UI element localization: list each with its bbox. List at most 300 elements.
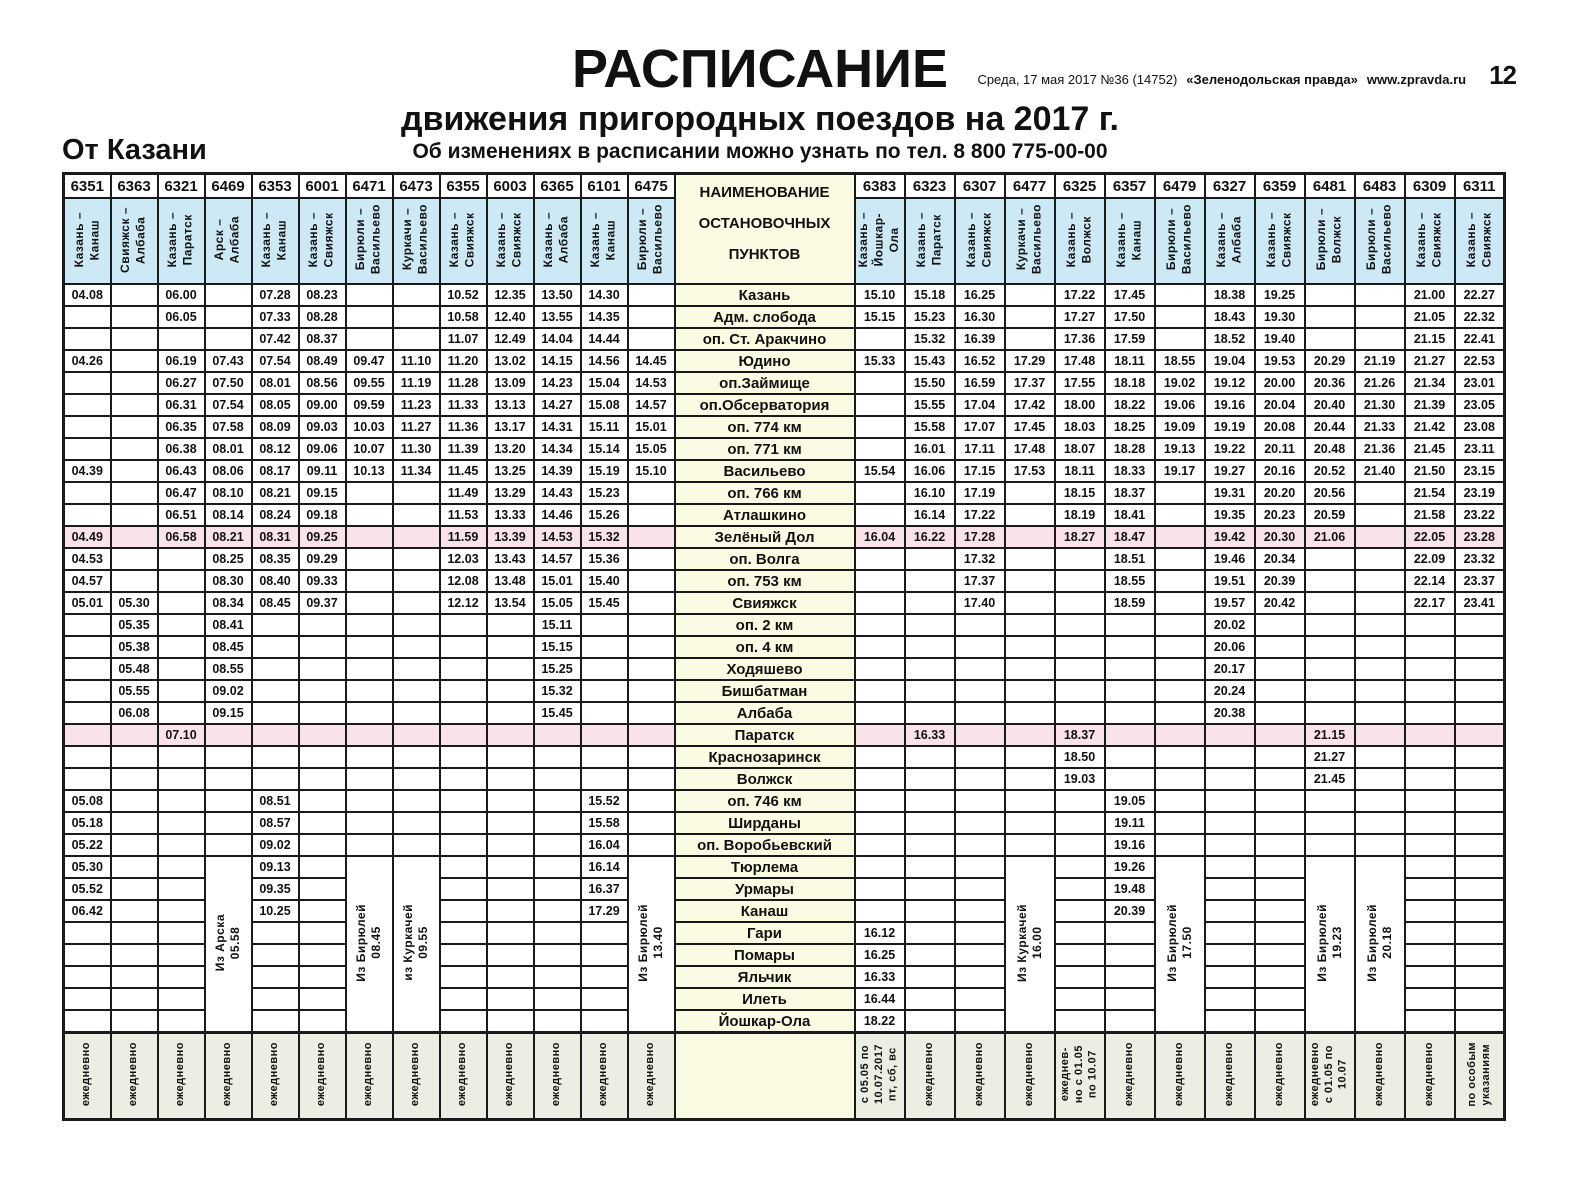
train-number: 6383 <box>855 174 905 199</box>
time-cell: 06.19 <box>158 350 205 372</box>
time-cell: 21.39 <box>1405 394 1455 416</box>
time-cell <box>299 944 346 966</box>
vertical-text <box>456 1042 470 1106</box>
time-cell <box>1155 526 1205 548</box>
time-cell: 20.59 <box>1305 504 1355 526</box>
time-cell <box>905 878 955 900</box>
time-cell: 17.48 <box>1055 350 1105 372</box>
time-cell <box>1405 636 1455 658</box>
time-cell: 09.13 <box>252 856 299 878</box>
time-cell: 15.15 <box>855 306 905 328</box>
time-cell <box>299 636 346 658</box>
time-cell: 16.10 <box>905 482 955 504</box>
time-cell <box>393 790 440 812</box>
time-cell: 08.34 <box>205 592 252 614</box>
time-cell: 19.48 <box>1105 878 1155 900</box>
train-route <box>581 198 628 284</box>
time-cell <box>111 416 158 438</box>
time-cell: 13.25 <box>487 460 534 482</box>
frequency <box>855 1033 905 1120</box>
station-name: Помары <box>675 944 855 966</box>
time-cell: 17.11 <box>955 438 1005 460</box>
time-cell: 21.15 <box>1405 328 1455 350</box>
time-cell: 21.34 <box>1405 372 1455 394</box>
newspaper-name: «Зеленодольская правда» <box>1186 72 1358 87</box>
time-cell <box>905 922 955 944</box>
time-cell <box>1255 878 1305 900</box>
time-cell: 05.22 <box>64 834 111 856</box>
time-cell <box>64 636 111 658</box>
time-cell: 17.36 <box>1055 328 1105 350</box>
time-cell: 04.53 <box>64 548 111 570</box>
time-cell <box>1305 790 1355 812</box>
time-cell <box>1105 636 1155 658</box>
train-number: 6475 <box>628 174 675 199</box>
time-cell <box>628 504 675 526</box>
time-cell <box>440 658 487 680</box>
vertical-text <box>409 1042 423 1106</box>
station-row <box>64 526 1505 548</box>
time-cell: 11.59 <box>440 526 487 548</box>
time-cell <box>1405 790 1455 812</box>
time-cell: 19.26 <box>1105 856 1155 878</box>
frequency <box>1155 1033 1205 1120</box>
frequency <box>1455 1033 1505 1120</box>
time-cell <box>158 614 205 636</box>
time-cell <box>205 812 252 834</box>
station-name: Зелёный Дол <box>675 526 855 548</box>
time-cell: 13.39 <box>487 526 534 548</box>
time-cell <box>252 944 299 966</box>
time-cell <box>1305 592 1355 614</box>
time-cell <box>534 834 581 856</box>
time-cell: 08.01 <box>205 438 252 460</box>
time-cell: 08.55 <box>205 658 252 680</box>
vertical-text <box>923 1042 937 1106</box>
time-cell: 08.45 <box>252 592 299 614</box>
time-cell: 17.45 <box>1105 284 1155 306</box>
time-cell: 14.53 <box>534 526 581 548</box>
train-number: 6469 <box>205 174 252 199</box>
time-cell <box>393 834 440 856</box>
time-cell <box>1355 724 1405 746</box>
time-cell: 14.31 <box>534 416 581 438</box>
time-cell <box>111 306 158 328</box>
time-cell <box>1205 834 1255 856</box>
time-cell: 15.58 <box>905 416 955 438</box>
time-cell <box>299 922 346 944</box>
time-cell <box>299 966 346 988</box>
time-cell <box>158 768 205 790</box>
time-cell: 08.51 <box>252 790 299 812</box>
time-cell <box>393 768 440 790</box>
time-cell: 11.19 <box>393 372 440 394</box>
time-cell <box>111 284 158 306</box>
time-cell <box>628 482 675 504</box>
time-cell: 05.52 <box>64 878 111 900</box>
time-cell: 17.59 <box>1105 328 1155 350</box>
time-cell: 20.40 <box>1305 394 1355 416</box>
time-cell <box>628 328 675 350</box>
time-cell: 06.51 <box>158 504 205 526</box>
time-cell: 20.00 <box>1255 372 1305 394</box>
time-cell: 11.10 <box>393 350 440 372</box>
time-cell <box>581 1010 628 1033</box>
time-cell <box>1105 746 1155 768</box>
time-cell: 07.50 <box>205 372 252 394</box>
time-cell <box>346 504 393 526</box>
time-cell <box>1005 614 1055 636</box>
train-number: 6479 <box>1155 174 1205 199</box>
time-cell: 15.55 <box>905 394 955 416</box>
station-name: Албаба <box>675 702 855 724</box>
time-cell <box>487 724 534 746</box>
time-cell: 23.15 <box>1455 460 1505 482</box>
time-cell: 18.27 <box>1055 526 1105 548</box>
time-cell <box>905 680 955 702</box>
time-cell: 19.09 <box>1155 416 1205 438</box>
time-cell <box>1455 988 1505 1010</box>
vertical-text <box>859 1044 900 1104</box>
time-cell <box>1005 284 1055 306</box>
time-cell <box>1355 790 1405 812</box>
route-line: Албаба <box>557 215 571 264</box>
time-cell <box>1355 504 1405 526</box>
time-cell <box>1405 614 1455 636</box>
station-name: Краснозаринск <box>675 746 855 768</box>
time-cell <box>1005 702 1055 724</box>
time-cell <box>855 504 905 526</box>
route-line: Волжск <box>1329 215 1344 264</box>
time-cell <box>855 790 905 812</box>
train-route <box>1305 198 1355 284</box>
vertical-text <box>80 1042 94 1106</box>
time-cell: 22.53 <box>1455 350 1505 372</box>
time-cell <box>1155 636 1205 658</box>
time-cell: 15.36 <box>581 548 628 570</box>
time-cell: 15.45 <box>581 592 628 614</box>
frequency-line: ежедневно <box>362 1042 375 1107</box>
time-cell <box>581 658 628 680</box>
time-cell <box>487 680 534 702</box>
time-cell: 21.06 <box>1305 526 1355 548</box>
time-cell: 19.53 <box>1255 350 1305 372</box>
time-cell <box>1005 834 1055 856</box>
time-cell <box>487 878 534 900</box>
frequency <box>905 1033 955 1120</box>
time-cell <box>1305 834 1355 856</box>
time-cell: 19.16 <box>1105 834 1155 856</box>
time-cell <box>1455 658 1505 680</box>
time-cell: 17.19 <box>955 482 1005 504</box>
frequency-line: 10.07.2017 <box>872 1044 885 1105</box>
time-cell <box>393 658 440 680</box>
train-number: 6471 <box>346 174 393 199</box>
frequency-line: ежедневно <box>972 1042 985 1107</box>
train-number: 6309 <box>1405 174 1455 199</box>
time-cell <box>1105 922 1155 944</box>
time-cell: 09.47 <box>346 350 393 372</box>
stations-header-line: ОСТАНОВОЧНЫХ <box>698 215 831 232</box>
route-line: Казань – <box>1063 211 1078 268</box>
time-cell <box>111 1010 158 1033</box>
time-cell: 06.08 <box>111 702 158 724</box>
station-row <box>64 350 1505 372</box>
time-cell <box>1355 680 1405 702</box>
train-route <box>628 198 675 284</box>
time-cell <box>111 790 158 812</box>
time-cell <box>299 768 346 790</box>
time-cell <box>158 636 205 658</box>
time-cell: 08.10 <box>205 482 252 504</box>
time-cell: 23.28 <box>1455 526 1505 548</box>
time-cell <box>628 306 675 328</box>
time-cell <box>299 856 346 878</box>
time-cell <box>393 724 440 746</box>
time-cell <box>111 394 158 416</box>
time-cell: 09.29 <box>299 548 346 570</box>
time-cell <box>1405 834 1455 856</box>
time-cell <box>1255 834 1305 856</box>
time-cell: 15.50 <box>905 372 955 394</box>
time-cell: 14.43 <box>534 482 581 504</box>
time-cell: 19.40 <box>1255 328 1305 350</box>
time-cell: 18.15 <box>1055 482 1105 504</box>
time-cell <box>581 702 628 724</box>
time-cell: 11.39 <box>440 438 487 460</box>
time-cell <box>393 614 440 636</box>
train-route <box>855 198 905 284</box>
time-cell: 19.51 <box>1205 570 1255 592</box>
origin-note-line: 09.55 <box>416 926 430 959</box>
frequency <box>1255 1033 1305 1120</box>
vertical-text <box>1423 1042 1437 1106</box>
origin-note <box>628 856 675 1033</box>
time-cell <box>111 504 158 526</box>
vertical-text <box>1023 1042 1037 1106</box>
time-cell: 23.08 <box>1455 416 1505 438</box>
time-cell <box>393 812 440 834</box>
time-cell <box>64 922 111 944</box>
station-name: оп. 746 км <box>675 790 855 812</box>
time-cell <box>1455 922 1505 944</box>
time-cell <box>955 944 1005 966</box>
route-line: Свияжск – <box>118 206 133 273</box>
time-cell: 21.54 <box>1405 482 1455 504</box>
time-cell: 18.37 <box>1055 724 1105 746</box>
frequency-line: ежедневно <box>1272 1042 1285 1107</box>
route-line: Канаш <box>275 219 289 260</box>
time-cell: 18.22 <box>1105 394 1155 416</box>
time-cell <box>487 900 534 922</box>
time-cell: 18.55 <box>1105 570 1155 592</box>
vertical-text <box>221 1042 235 1106</box>
vertical-text <box>1015 904 1045 982</box>
time-cell: 13.13 <box>487 394 534 416</box>
station-name: Казань <box>675 284 855 306</box>
time-cell <box>534 812 581 834</box>
time-cell <box>111 372 158 394</box>
time-cell: 17.37 <box>1005 372 1055 394</box>
time-cell <box>440 724 487 746</box>
time-cell <box>1455 900 1505 922</box>
frequency-line: ежеднев- <box>1058 1047 1071 1102</box>
time-cell <box>346 570 393 592</box>
time-cell <box>855 768 905 790</box>
frequency-line: по 10.07 <box>1086 1050 1099 1099</box>
time-cell: 17.29 <box>1005 350 1055 372</box>
origin-note <box>205 856 252 1033</box>
station-name: Юдино <box>675 350 855 372</box>
time-cell <box>955 900 1005 922</box>
time-cell: 20.02 <box>1205 614 1255 636</box>
time-cell <box>905 702 955 724</box>
station-name: оп.Займище <box>675 372 855 394</box>
time-cell: 15.23 <box>581 482 628 504</box>
time-cell: 16.25 <box>855 944 905 966</box>
route-line: Васильево <box>1179 204 1194 275</box>
time-cell <box>1205 724 1255 746</box>
time-cell <box>1005 548 1055 570</box>
time-cell <box>1155 812 1205 834</box>
route-line: Свияжск <box>510 212 524 267</box>
time-cell <box>1055 570 1105 592</box>
time-cell <box>955 1010 1005 1033</box>
time-cell: 16.25 <box>955 284 1005 306</box>
route-line: Васильево <box>651 204 665 275</box>
time-cell: 21.40 <box>1355 460 1405 482</box>
route-line: Свияжск <box>1279 212 1294 267</box>
train-number: 6363 <box>111 174 158 199</box>
time-cell: 22.32 <box>1455 306 1505 328</box>
time-cell: 09.15 <box>205 702 252 724</box>
time-cell: 07.10 <box>158 724 205 746</box>
time-cell <box>346 636 393 658</box>
train-number: 6357 <box>1105 174 1155 199</box>
time-cell: 17.29 <box>581 900 628 922</box>
time-cell <box>955 724 1005 746</box>
time-cell: 17.04 <box>955 394 1005 416</box>
time-cell: 21.27 <box>1305 746 1355 768</box>
time-cell: 22.09 <box>1405 548 1455 570</box>
station-name: Васильево <box>675 460 855 482</box>
route-line: Казань – <box>259 211 274 268</box>
time-cell <box>581 768 628 790</box>
time-cell <box>111 768 158 790</box>
vertical-text <box>588 212 619 267</box>
time-cell <box>581 922 628 944</box>
vertical-text <box>1309 1042 1350 1106</box>
time-cell <box>955 966 1005 988</box>
time-cell <box>346 614 393 636</box>
time-cell <box>158 944 205 966</box>
frequency-line: ежедневно <box>315 1042 328 1107</box>
time-cell <box>1355 592 1405 614</box>
time-cell <box>1405 724 1455 746</box>
time-cell <box>158 746 205 768</box>
time-cell <box>628 680 675 702</box>
time-cell <box>1255 724 1305 746</box>
time-cell: 07.43 <box>205 350 252 372</box>
route-line: Албаба <box>1229 215 1244 264</box>
route-line: Васильево <box>1379 204 1394 275</box>
time-cell <box>64 658 111 680</box>
time-cell <box>393 548 440 570</box>
time-cell: 21.58 <box>1405 504 1455 526</box>
time-cell <box>1355 482 1405 504</box>
frequency <box>111 1033 158 1120</box>
route-line: Васильево <box>416 204 430 275</box>
time-cell: 20.29 <box>1305 350 1355 372</box>
time-cell: 15.58 <box>581 812 628 834</box>
time-cell <box>440 1010 487 1033</box>
frequency-line: ежедневно <box>174 1042 187 1107</box>
vertical-text <box>354 904 384 982</box>
time-cell <box>1055 592 1105 614</box>
time-cell: 04.08 <box>64 284 111 306</box>
time-cell <box>487 834 534 856</box>
time-cell: 08.37 <box>299 328 346 350</box>
time-cell <box>1105 768 1155 790</box>
time-cell: 16.33 <box>905 724 955 746</box>
time-cell: 23.37 <box>1455 570 1505 592</box>
time-cell <box>252 988 299 1010</box>
time-cell: 16.06 <box>905 460 955 482</box>
time-cell <box>855 372 905 394</box>
time-cell: 23.22 <box>1455 504 1505 526</box>
frequency <box>252 1033 299 1120</box>
station-name: оп. 766 км <box>675 482 855 504</box>
time-cell: 08.25 <box>205 548 252 570</box>
time-cell <box>158 702 205 724</box>
time-cell <box>64 966 111 988</box>
time-cell <box>905 900 955 922</box>
frequency-line: ежедневно <box>550 1042 563 1107</box>
origin-note-line: Из Арска <box>213 913 227 972</box>
time-cell: 21.42 <box>1405 416 1455 438</box>
route-line: Свияжск <box>322 212 336 267</box>
train-route <box>955 198 1005 284</box>
time-cell <box>581 636 628 658</box>
time-cell <box>1255 944 1305 966</box>
vertical-text <box>268 1042 282 1106</box>
time-cell: 12.03 <box>440 548 487 570</box>
origin-note-line: Из Бирюлей <box>1164 903 1179 982</box>
time-cell <box>1255 768 1305 790</box>
time-cell: 15.11 <box>534 614 581 636</box>
station-name: оп. 753 км <box>675 570 855 592</box>
time-cell <box>855 878 905 900</box>
time-cell: 11.27 <box>393 416 440 438</box>
time-cell <box>1405 856 1455 878</box>
time-cell <box>158 834 205 856</box>
time-cell <box>1455 944 1505 966</box>
train-route <box>1405 198 1455 284</box>
vertical-text <box>213 914 243 971</box>
time-cell: 23.41 <box>1455 592 1505 614</box>
time-cell <box>1155 614 1205 636</box>
time-cell <box>64 746 111 768</box>
time-cell <box>487 988 534 1010</box>
train-route <box>111 198 158 284</box>
time-cell <box>111 988 158 1010</box>
time-cell <box>1055 922 1105 944</box>
time-cell: 18.11 <box>1105 350 1155 372</box>
train-route <box>64 198 111 284</box>
time-cell: 09.02 <box>252 834 299 856</box>
time-cell <box>855 900 905 922</box>
time-cell: 20.39 <box>1255 570 1305 592</box>
